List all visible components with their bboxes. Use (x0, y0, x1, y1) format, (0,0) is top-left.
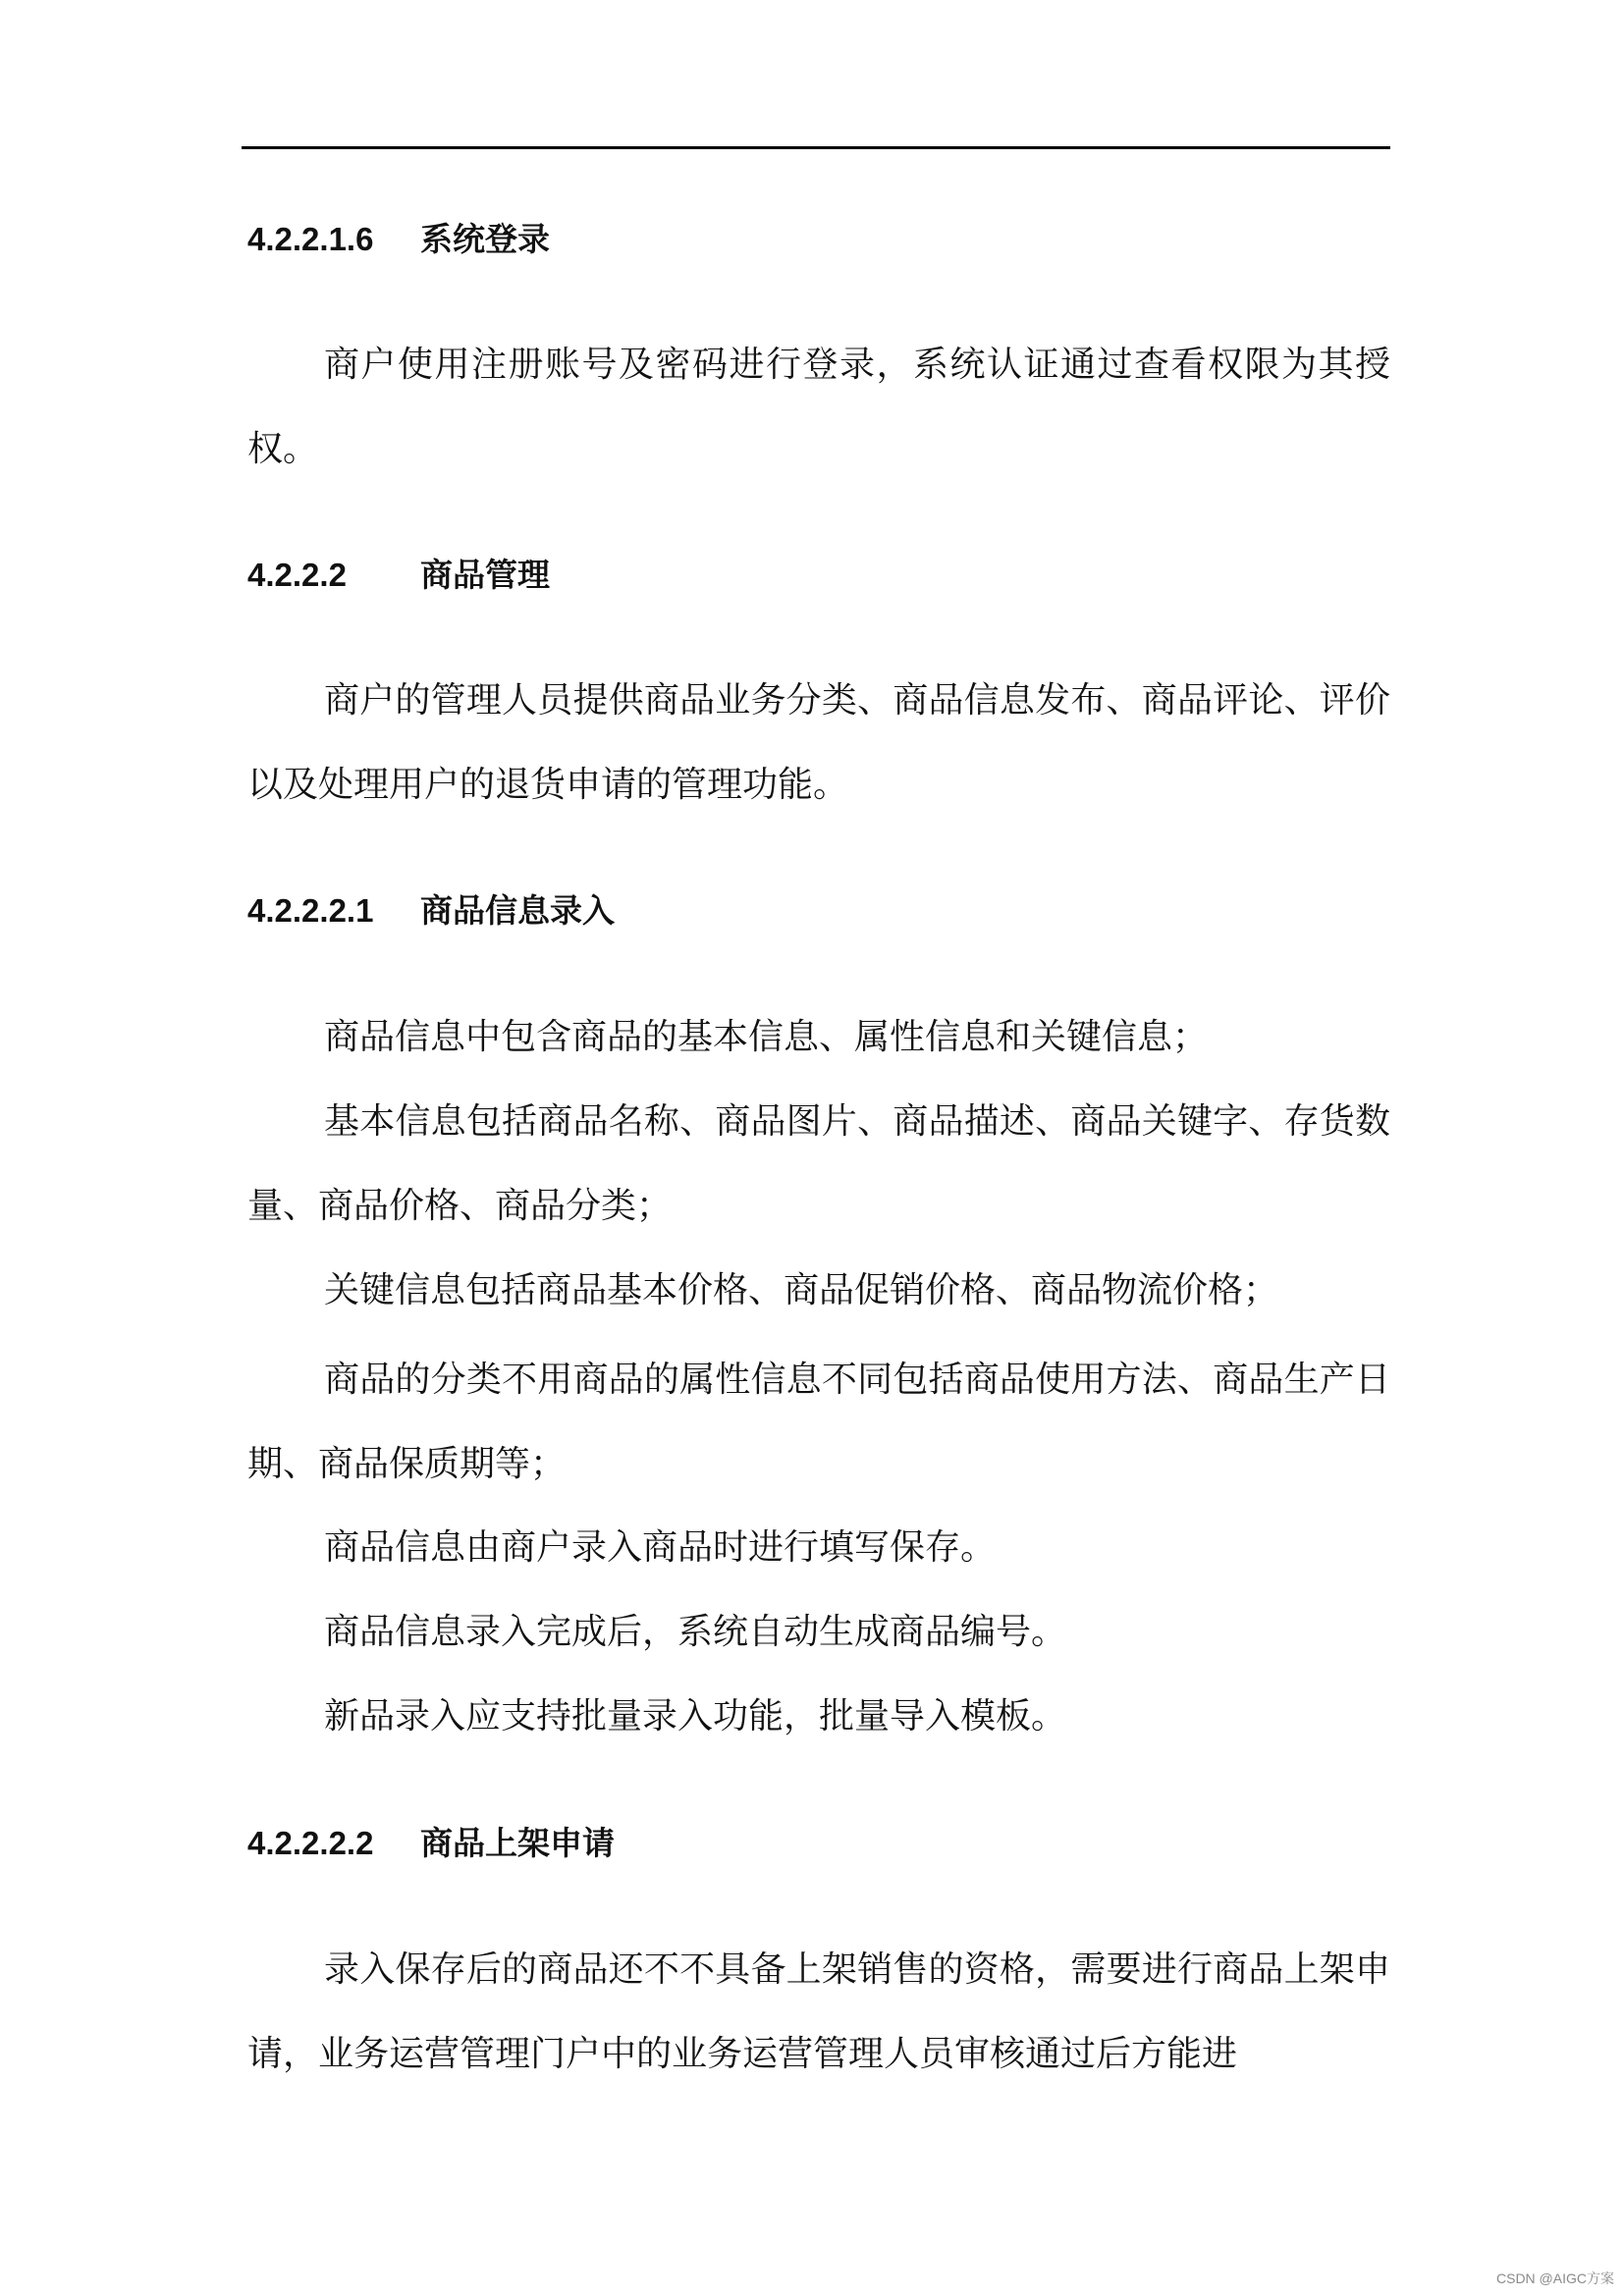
body-paragraph: 商户使用注册账号及密码进行登录，系统认证通过查看权限为其授权。 (247, 345, 1390, 469)
section-number: 4.2.2.2 (247, 557, 347, 593)
section-number: 4.2.2.2.2 (247, 1825, 374, 1861)
section-heading (247, 556, 550, 595)
body-paragraph: 商品的分类不用商品的属性信息不同包括商品使用方法、商品生产日期、商品保质期等； (247, 1360, 1390, 1484)
section-heading (247, 1824, 615, 1863)
body-line: 新品录入应支持批量录入功能，批量导入模板。 (324, 1696, 1067, 1736)
section-heading (247, 891, 615, 931)
section-heading (247, 220, 550, 259)
section-number: 4.2.2.1.6 (247, 221, 374, 257)
section-title: 商品信息录入 (420, 891, 615, 930)
body-line: 商品信息录入完成后，系统自动生成商品编号。 (324, 1612, 1067, 1652)
section-title: 商品上架申请 (420, 1824, 615, 1862)
body-paragraph: 商户的管理人员提供商品业务分类、商品信息发布、商品评论、评价以及处理用户的退货申请的管理功能。 (247, 680, 1390, 805)
section-title: 商品管理 (420, 556, 550, 594)
section-number: 4.2.2.2.1 (247, 892, 374, 929)
body-paragraph: 基本信息包括商品名称、商品图片、商品描述、商品关键字、存货数量、商品价格、商品分类； (247, 1101, 1390, 1226)
body-line: 商品信息由商户录入商品时进行填写保存。 (324, 1527, 997, 1568)
watermark: CSDN @AIGC方案 (1496, 2270, 1614, 2286)
body-paragraph: 录入保存后的商品还不不具备上架销售的资格，需要进行商品上架申请，业务运营管理门户中的业务运营管理人员审核通过后方能进 (247, 1949, 1390, 2074)
body-line: 关键信息包括商品基本价格、商品促销价格、商品物流价格； (324, 1270, 1279, 1310)
body-line: 商品信息中包含商品的基本信息、属性信息和关键信息； (324, 1017, 1209, 1057)
header-rule (242, 146, 1390, 149)
section-title: 系统登录 (420, 220, 550, 258)
